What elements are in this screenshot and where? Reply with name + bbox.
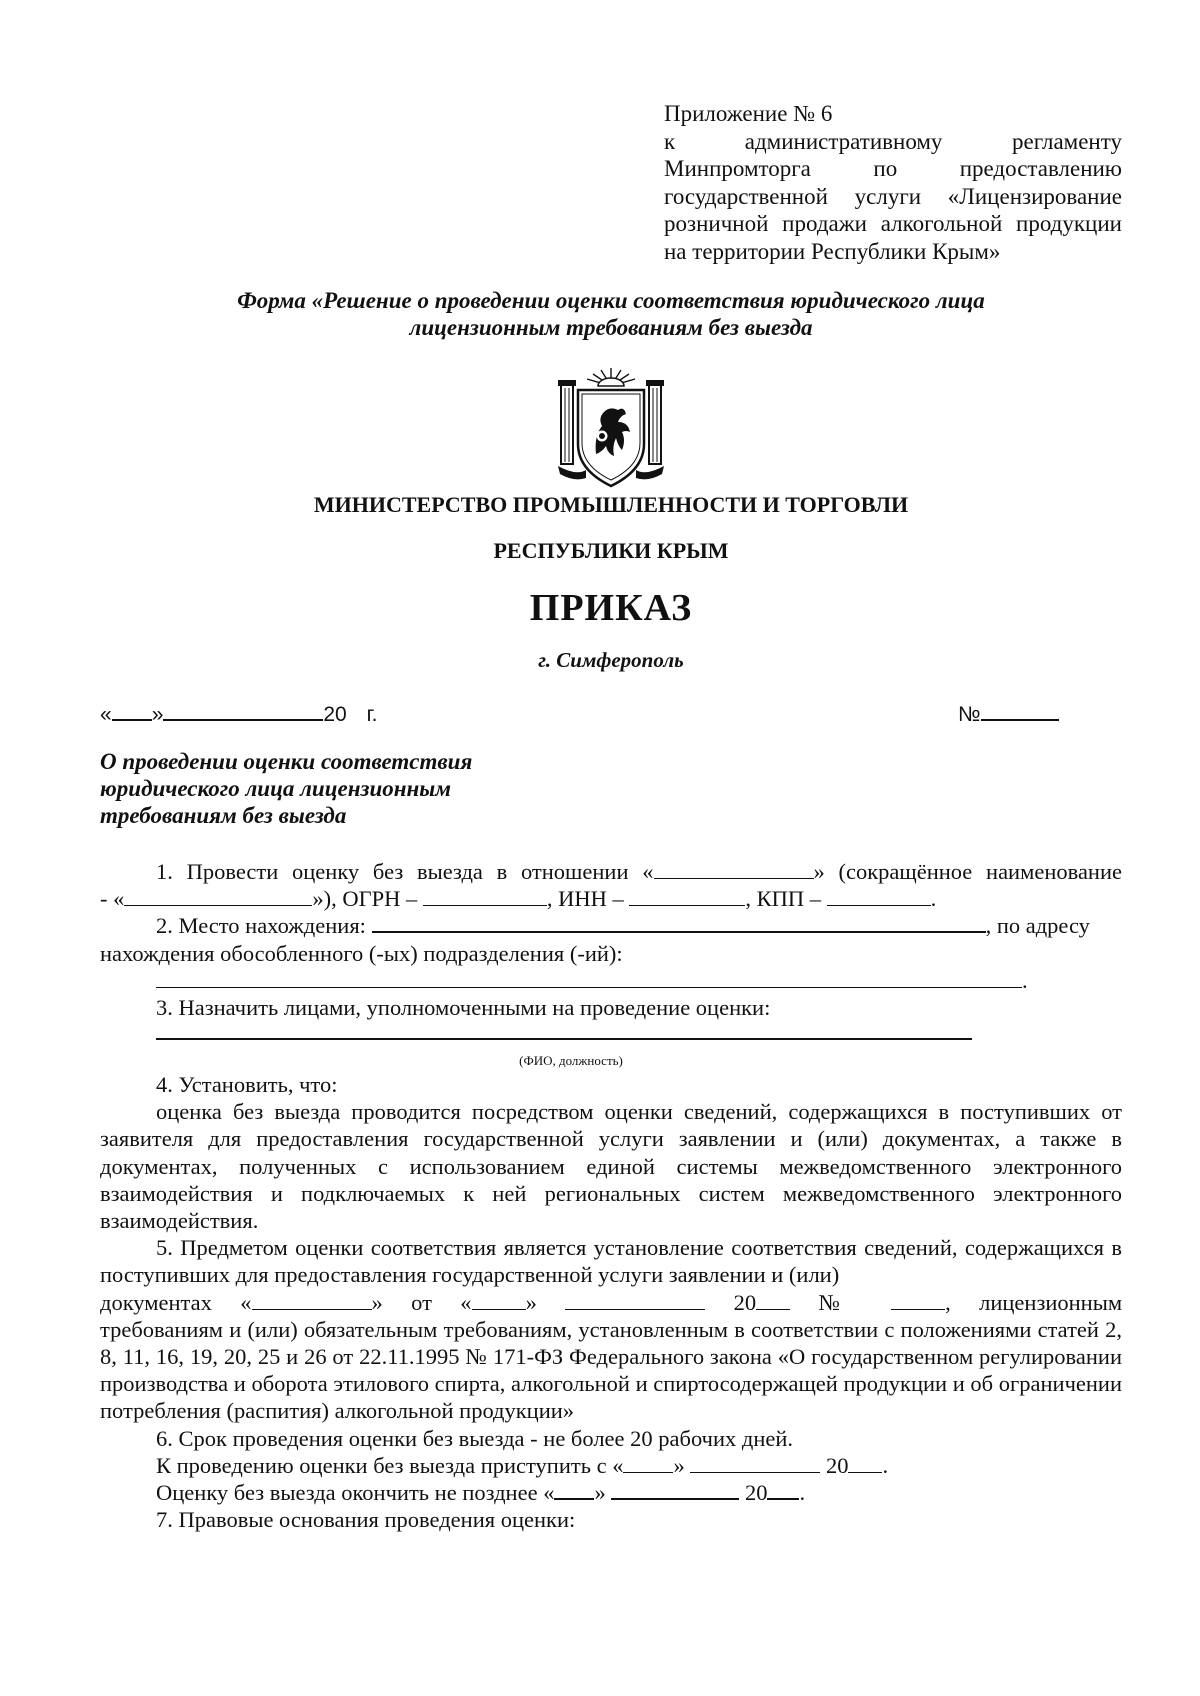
clause-7-line xyxy=(100,1506,1122,1533)
clause-6-line xyxy=(100,1479,1122,1506)
clause-6-text: Оценку без выезда окончить не позднее « xyxy=(156,1480,555,1506)
inspector-line-wrap xyxy=(100,1021,1122,1039)
clause-5-text: , лицензионным xyxy=(945,1289,1123,1315)
start-day-blank[interactable] xyxy=(623,1454,673,1473)
start-year-blank[interactable] xyxy=(848,1454,882,1473)
ogrn-blank[interactable] xyxy=(423,887,547,906)
clause-2-text: , по адресу xyxy=(985,913,1090,939)
crimea-coat-of-arms-icon xyxy=(556,366,666,494)
clause-2-line xyxy=(100,940,1122,967)
clause-6-text: » xyxy=(673,1452,685,1478)
day-blank[interactable] xyxy=(112,700,152,721)
order-title: ПРИКАЗ xyxy=(529,587,693,629)
kpp-blank[interactable] xyxy=(827,887,931,906)
clause-3-text: 3. Назначить лицами, уполномоченными на проведение оценки: xyxy=(156,994,771,1020)
location-blank[interactable] xyxy=(372,913,986,933)
clause-5-paragraph: требованиям и (или) обязательным требованиям, установленным в соответствии с положениями статей 2, 8, 11, 16, 19, 20, 25 и 26 от 22.11.1995 № 171-ФЗ Федерального закона «О государственном регулировании производства и оборота этилового спирта, алкогольной и спиртосодержащей продукции и об ограничении потребления (распития) алкогольной продукции» xyxy=(100,1316,1122,1424)
clause-2-text: . xyxy=(1022,967,1028,993)
city-name: г. Симферополь xyxy=(538,648,684,672)
date-open-quote: « xyxy=(100,703,112,726)
order-subject xyxy=(100,748,540,829)
clause-2-line xyxy=(100,912,1122,939)
appendix-line: на территории Республики Крым» xyxy=(664,238,1001,264)
start-month-blank[interactable] xyxy=(690,1454,820,1473)
inn-blank[interactable] xyxy=(629,887,745,906)
clause-6-text: 20 xyxy=(744,1480,768,1506)
branch-address-blank[interactable] xyxy=(156,969,1022,988)
clause-5-text: 20 xyxy=(733,1289,757,1315)
end-day-blank[interactable] xyxy=(554,1480,594,1500)
appendix-line: Приложение № 6 xyxy=(664,101,833,126)
short-name-blank[interactable] xyxy=(124,887,312,906)
clause-6-line xyxy=(100,1425,1122,1452)
inspector-caption: (ФИО, должность) xyxy=(519,1053,623,1069)
clause-6-text: 6. Срок проведения оценки без выезда - не более 20 рабочих дней. xyxy=(156,1425,794,1451)
clause-1-text: , ИНН – xyxy=(546,886,624,912)
order-body xyxy=(100,858,1122,1533)
doc-day-blank[interactable] xyxy=(472,1291,526,1310)
clause-6-text: » xyxy=(594,1480,606,1506)
appendix-line: Минпромторга по предоставлению xyxy=(664,156,1122,181)
subject-line: О проведении оценки соответствия xyxy=(100,749,473,774)
form-title-line: лицензионным требованиям без выезда xyxy=(409,315,813,340)
ministry-name: МИНИСТЕРСТВО ПРОМЫШЛЕННОСТИ И ТОРГОВЛИ xyxy=(313,492,909,517)
clause-6-line xyxy=(100,1452,1122,1479)
doc-blank[interactable] xyxy=(252,1291,372,1310)
clause-6-text: К проведению оценки без выезда приступить с « xyxy=(156,1452,624,1478)
appendix-line: к административному регламенту xyxy=(664,128,1122,154)
clause-5-text: № xyxy=(818,1289,863,1315)
date-close-quote: » xyxy=(151,703,164,726)
clause-7-text: 7. Правовые основания проведения оценки: xyxy=(156,1507,576,1533)
clause-5-line xyxy=(100,1289,1122,1316)
doc-month-blank[interactable] xyxy=(565,1291,705,1310)
clause-1-line xyxy=(100,885,1122,912)
order-number-field xyxy=(958,700,1059,727)
clause-4-paragraph: оценка без выезда проводится посредством оценки сведений, содержащихся в поступивших от заявителя для предоставления государственной услуги заявлении и (или) документах, а также в документах, полученных с использованием единой системы межведомственного электронного взаимодействия и подключаемых к ней региональных систем межведомственного электронного взаимодействия. xyxy=(100,1099,1122,1234)
clause-5-text: » от « xyxy=(371,1289,472,1315)
inspector-name-blank[interactable] xyxy=(156,1021,972,1040)
clause-5-text: » xyxy=(525,1289,537,1315)
clause-6-text: . xyxy=(882,1452,889,1478)
end-month-blank[interactable] xyxy=(611,1480,739,1500)
clause-5-text: документах « xyxy=(100,1289,252,1315)
clause-1-text: 1. Провести оценку без выезда в отношении « xyxy=(156,859,654,884)
clause-2-line xyxy=(100,967,1122,994)
clause-4-text: 4. Установить, что: xyxy=(156,1072,338,1098)
clause-1-line xyxy=(100,858,1122,885)
doc-number-blank[interactable] xyxy=(891,1291,945,1310)
clause-2-text: 2. Место нахождения: xyxy=(156,913,366,939)
end-year-blank[interactable] xyxy=(767,1480,799,1500)
subject-line: требованиям без выезда xyxy=(100,803,347,828)
form-title xyxy=(100,287,1122,341)
number-sign: № xyxy=(958,703,981,726)
clause-5-paragraph: 5. Предметом оценки соответствия является установление соответствия сведений, содержащихся в поступивших для предоставления государственной услуги заявлении и (или) xyxy=(100,1235,1122,1288)
clause-1-text: » (сокращённое наименование xyxy=(813,859,1122,884)
clause-1-text: »), ОГРН – xyxy=(312,886,418,912)
form-title-line: Форма «Решение о проведении оценки соответствия юридического лица xyxy=(237,288,985,313)
appendix-block xyxy=(664,100,1122,265)
clause-6-text: 20 xyxy=(825,1452,849,1478)
clause-4-line xyxy=(100,1071,1122,1098)
republic-name: РЕСПУБЛИКИ КРЫМ xyxy=(493,538,729,563)
clause-3-line xyxy=(100,994,1122,1021)
year-prefix: 20 xyxy=(323,703,347,726)
doc-year-blank[interactable] xyxy=(756,1291,790,1310)
clause-2-text: нахождения обособленного (-ых) подразделения (-ий): xyxy=(100,940,623,966)
clause-1-text: , КПП – xyxy=(745,886,822,912)
clause-1-text: - « xyxy=(100,886,125,912)
subject-line: юридического лица лицензионным xyxy=(100,776,452,801)
clause-6-text: . xyxy=(799,1480,806,1506)
month-blank[interactable] xyxy=(163,700,323,721)
org-name-blank[interactable] xyxy=(654,860,814,879)
year-suffix: г. xyxy=(366,703,378,726)
clause-1-text: . xyxy=(930,886,937,912)
appendix-line: розничной продажи алкогольной продукции xyxy=(664,211,1122,236)
appendix-line: государственной услуги «Лицензирование xyxy=(664,183,1122,209)
date-number-line xyxy=(100,700,1122,727)
order-number-blank[interactable] xyxy=(981,700,1059,721)
